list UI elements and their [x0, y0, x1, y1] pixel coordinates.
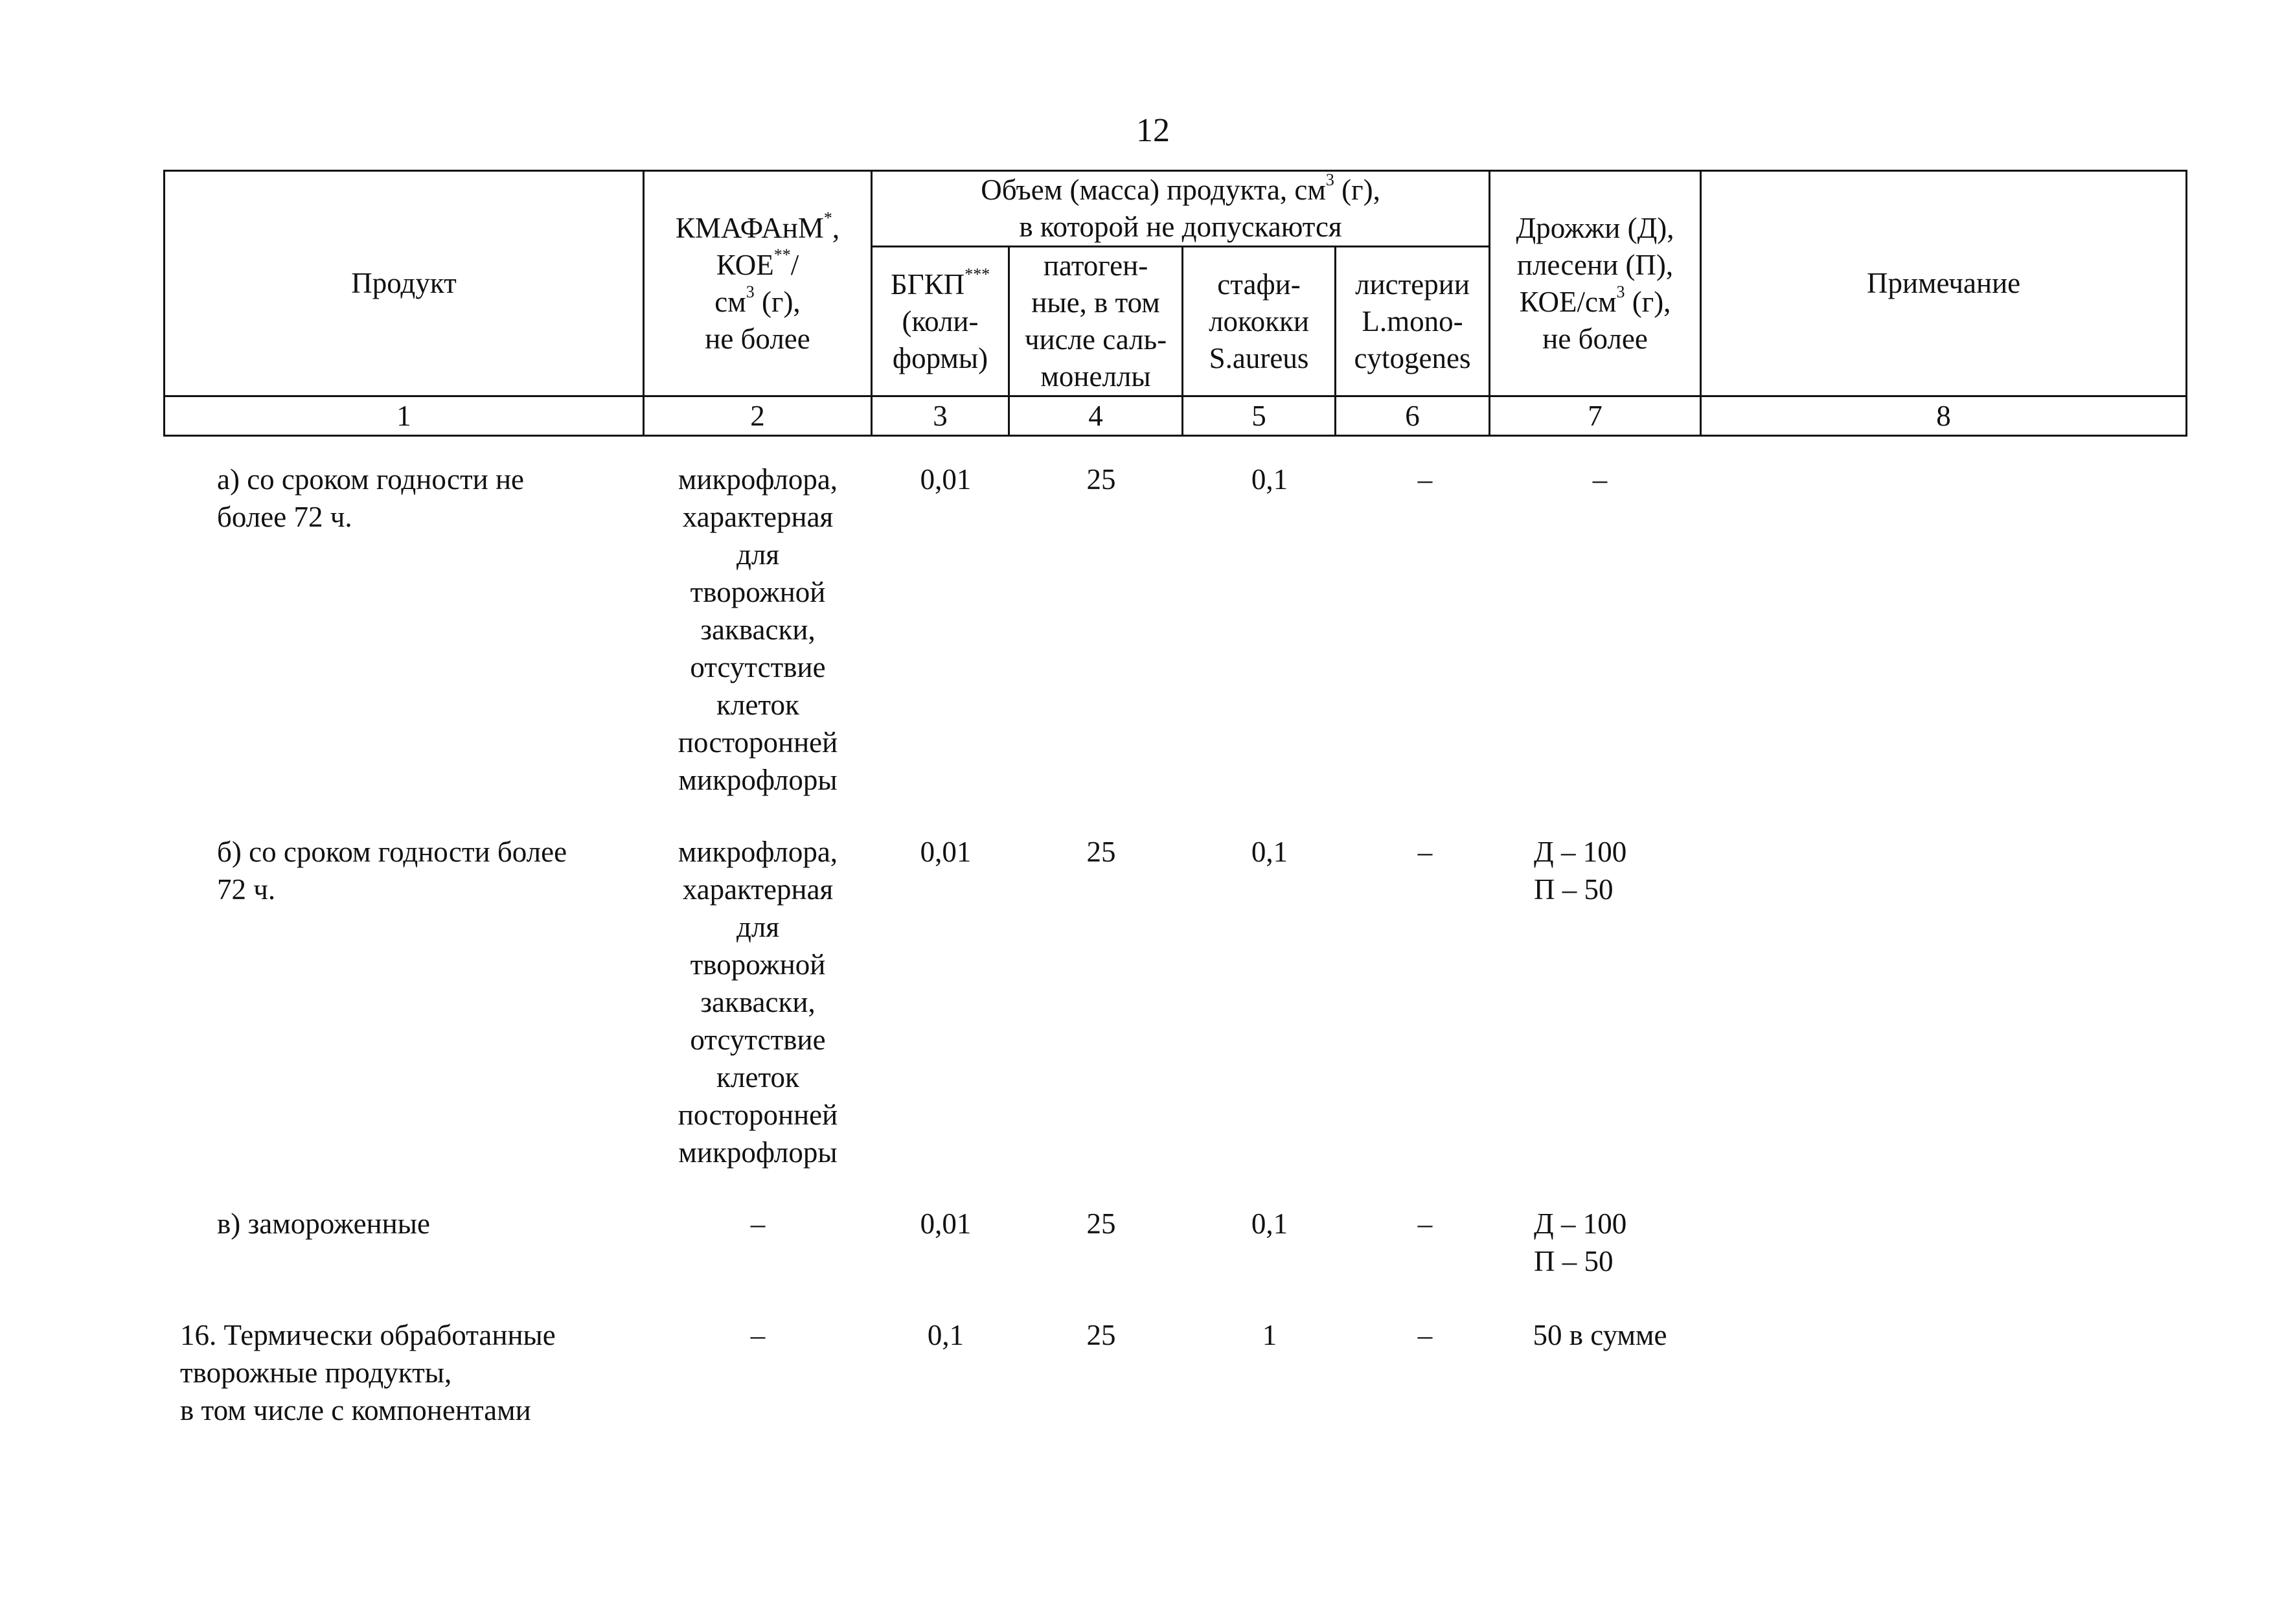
row-listeria: – — [1417, 1319, 1433, 1351]
header-yeast: Дрожжи (Д), плесени (П), КОЕ/$см^3$ (г), не более — [1490, 171, 1701, 396]
column-number: 3 — [872, 396, 1009, 436]
row-staph: 0,1 — [1251, 1207, 1288, 1240]
column-number: 2 — [644, 396, 872, 436]
row-pathogen: 25 — [1086, 1319, 1116, 1351]
row-yeast: Д – 100 П – 50 — [1534, 1207, 1627, 1277]
row-bgkp: 0,01 — [920, 836, 972, 868]
row-staph: 1 — [1262, 1319, 1277, 1351]
table-header — [163, 170, 2187, 437]
header-pathogen: патоген- ные, в том числе саль- монеллы — [1009, 247, 1183, 396]
row-product: в) замороженные — [217, 1207, 430, 1240]
column-number: 4 — [1009, 396, 1183, 436]
row-kmafanm: микрофлора, характерная для творожной закваски, отсутствие клеток посторонней микрофлоры — [678, 836, 838, 1169]
header-bgkp: БГКП*** (коли- формы) — [872, 247, 1009, 396]
header-staph: стафи- лококки S.aureus — [1183, 247, 1336, 396]
row-staph: 0,1 — [1251, 463, 1288, 496]
column-number: 5 — [1183, 396, 1336, 436]
row-product: б) со сроком годности более 72 ч. — [217, 836, 567, 906]
row-pathogen: 25 — [1086, 836, 1116, 868]
column-number: 7 — [1490, 396, 1701, 436]
row-kmafanm: – — [750, 1207, 766, 1240]
column-number: 8 — [1701, 396, 2187, 436]
row-kmafanm: – — [750, 1319, 766, 1351]
header-volume-group: Объем (масса) продукта, $см^3$ (г), в которой не допускаются — [872, 171, 1490, 247]
row-kmafanm: микрофлора, характерная для творожной закваски, отсутствие клеток посторонней микрофлоры — [678, 463, 838, 796]
row-product: 16. Термически обработанные творожные продукты, в том числе с компонентами — [180, 1319, 556, 1426]
row-pathogen: 25 — [1086, 1207, 1116, 1240]
row-bgkp: 0,01 — [920, 463, 972, 496]
row-yeast: Д – 100 П – 50 — [1534, 836, 1627, 906]
row-listeria: – — [1417, 1207, 1433, 1240]
row-staph: 0,1 — [1251, 836, 1288, 868]
column-number: 6 — [1336, 396, 1490, 436]
row-listeria: – — [1417, 463, 1433, 496]
row-pathogen: 25 — [1086, 463, 1116, 496]
header-note: Примечание — [1701, 171, 2187, 396]
row-bgkp: 0,01 — [920, 1207, 972, 1240]
row-listeria: – — [1417, 836, 1433, 868]
row-bgkp: 0,1 — [927, 1319, 964, 1351]
row-product: а) со сроком годности не более 72 ч. — [217, 463, 525, 533]
header-kmafanm: КМАФАнМ*, КОЕ**/ $см^3$ (г), не более — [644, 171, 872, 396]
column-number: 1 — [165, 396, 644, 436]
header-listeria: листерии L.mono- cytogenes — [1336, 247, 1490, 396]
row-yeast: – — [1592, 463, 1608, 496]
page-number: 12 — [1136, 112, 1170, 149]
header-product: Продукт — [165, 171, 644, 396]
row-yeast: 50 в сумме — [1533, 1319, 1667, 1351]
